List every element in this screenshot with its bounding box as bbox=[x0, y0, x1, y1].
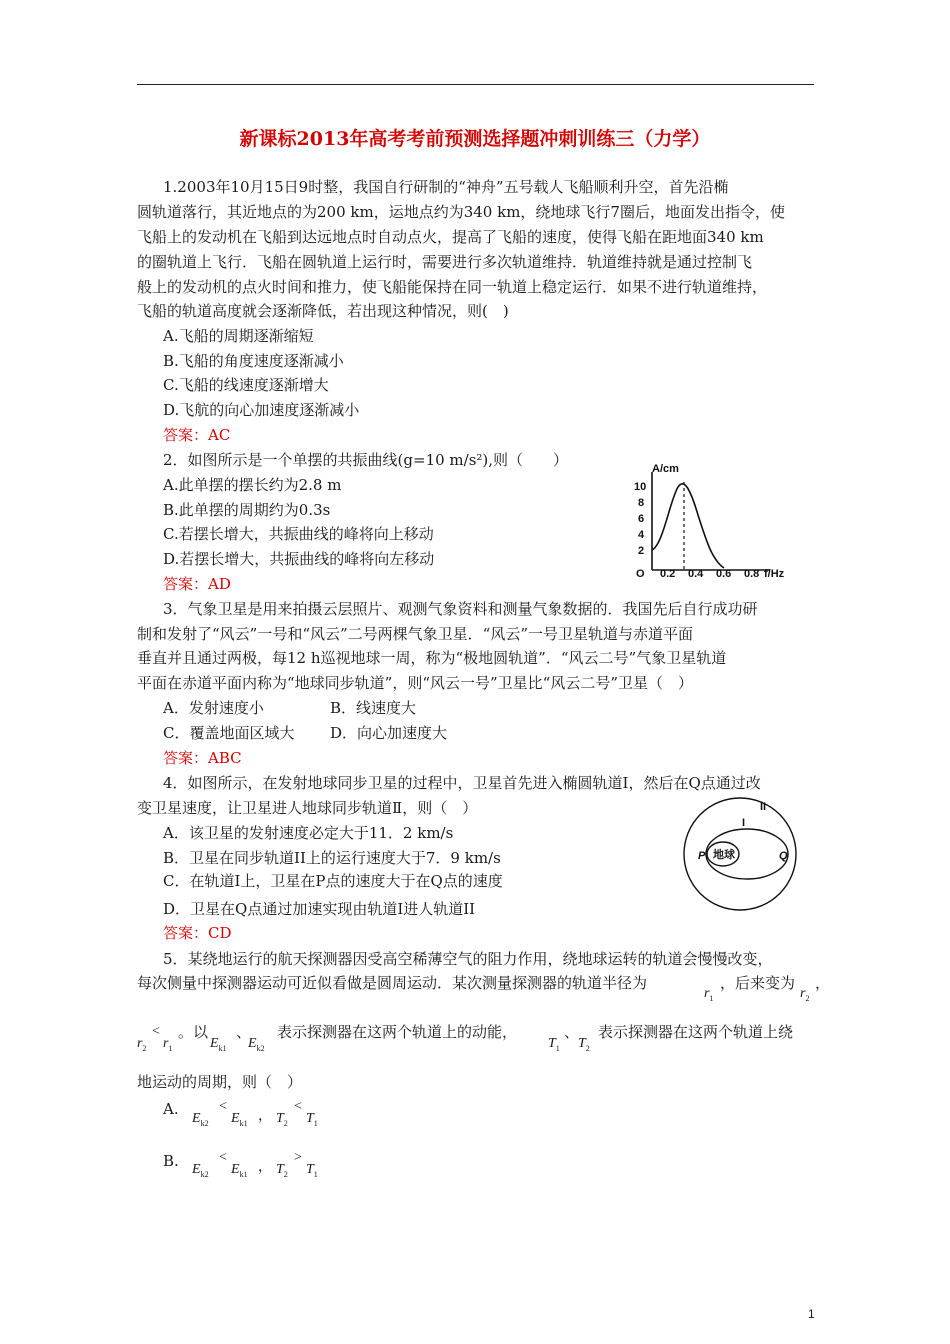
page-number: 1 bbox=[808, 1307, 815, 1321]
q1-answer: 答案：AC bbox=[163, 426, 231, 444]
q5-line-3d: 、 bbox=[564, 1023, 580, 1041]
q5-a-ek2: $E_{k2}$ bbox=[192, 1111, 209, 1128]
orbit-1-label: I bbox=[742, 817, 746, 829]
q4-answer: 答案：CD bbox=[163, 924, 232, 942]
q1-line-3: 飞船上的发动机在飞船到达远地点时自动点火，提高了飞船的速度，使得飞船在距地面340 km bbox=[137, 228, 764, 246]
point-p-label: P bbox=[698, 850, 706, 862]
q3-answer: 答案：ABC bbox=[163, 749, 242, 767]
q1-line-4: 的圈轨道上飞行．飞船在圆轨道上运行时，需要进行多次轨道维持．轨道维持就是通过控制飞 bbox=[137, 253, 753, 271]
q5-line-2a: 每次侧量中探测器运动可近似看做是圆周运动．某次测量探测器的轨道半径为 bbox=[137, 974, 648, 992]
q5-a-t1: $T_1$ bbox=[306, 1111, 318, 1128]
ytick-8: 8 bbox=[638, 497, 645, 509]
ytick-6: 6 bbox=[638, 513, 645, 525]
q5-a-comma: ， bbox=[258, 1109, 272, 1124]
q5-line-3a: 。以 bbox=[178, 1023, 209, 1041]
header-rule bbox=[137, 84, 814, 85]
q4-option-d: D．卫星在Q点通过加速实现由轨道Ⅰ进人轨道II bbox=[163, 900, 476, 918]
q3-option-b: B．线速度大 bbox=[330, 699, 417, 717]
q5-b-lt: < bbox=[219, 1150, 227, 1165]
resonance-curve-figure bbox=[628, 460, 808, 582]
q2-option-c: C.若摆长增大，共振曲线的峰将向上移动 bbox=[163, 525, 434, 543]
page-title: 新课标2013年高考考前预测选择题冲刺训练三（力学） bbox=[239, 128, 711, 150]
q2-answer: 答案：AD bbox=[163, 575, 231, 593]
q2-option-a: A.此单摆的摆长约为2.8 m bbox=[163, 476, 342, 494]
q5-b-comma: ， bbox=[258, 1160, 272, 1175]
orbit-figure bbox=[668, 792, 813, 917]
q5-line-2b: ，后来变为 bbox=[720, 974, 796, 992]
q4-line-2: 变卫星速度，让卫星进人地球同步轨道Ⅱ，则（ ） bbox=[137, 799, 478, 817]
q3-line-3: 垂直并且通过两极，每12 h巡视地球一周，称为“极地圆轨道”．“风云二号”气象卫星轨道 bbox=[137, 649, 727, 667]
figure-xlabel: f/Hz bbox=[764, 568, 785, 580]
q2-option-b: B.此单摆的周期约为0.3s bbox=[163, 501, 331, 519]
q3-line-1: 3．气象卫星是用来拍摄云层照片、观测气象资料和测量气象数据的．我国先后自行成功研 bbox=[163, 600, 758, 618]
q5-line-3e: 表示探测器在这两个轨道上绕 bbox=[598, 1023, 794, 1041]
q2-stem: 2．如图所示是一个单摆的共振曲线(g=10 m/s²),则（ ） bbox=[163, 451, 569, 469]
q5-b-ek1: $E_{k1}$ bbox=[231, 1162, 248, 1179]
q5-t2: $T_2$ bbox=[578, 1036, 590, 1053]
orbit-2-label: II bbox=[760, 801, 767, 813]
q1-option-a: A.飞船的周期逐渐缩短 bbox=[163, 327, 314, 345]
q3-line-2: 制和发射了“风云”一号和“风云”二号两棵气象卫星．“风云”一号卫星轨道与赤道平面 bbox=[137, 625, 694, 643]
q1-line-5: 般上的发动机的点火时间和推力，使飞船能保持在同一轨道上稳定运行．如果不进行轨道维持， bbox=[137, 278, 768, 296]
q4-line-1: 4．如图所示，在发射地球同步卫星的过程中，卫星首先进入椭圆轨道Ⅰ，然后在Q点通过改 bbox=[163, 774, 761, 792]
q1-line-6: 飞船的轨道高度就会逐渐降低，若出现这种情况，则( ) bbox=[137, 302, 509, 320]
q5-line-3b: 、 bbox=[236, 1023, 252, 1041]
q5-a-lt1: < bbox=[219, 1099, 227, 1114]
q2-option-d: D.若摆长增大，共振曲线的峰将向左移动 bbox=[163, 550, 435, 568]
q5-ek2: $E_{k2}$ bbox=[248, 1036, 265, 1053]
q5-line-2c: ， bbox=[815, 974, 831, 992]
q5-r2: $r_2$ bbox=[800, 986, 810, 1003]
figure-ylabel: A/cm bbox=[652, 463, 679, 475]
figure-origin: O bbox=[636, 568, 645, 580]
xtick-0.2: 0.2 bbox=[660, 568, 676, 580]
xtick-0.6: 0.6 bbox=[716, 568, 732, 580]
q5-r1: $r_1$ bbox=[704, 986, 714, 1003]
q3-option-a: A．发射速度小 bbox=[163, 699, 264, 717]
q5-ek1: $E_{k1}$ bbox=[210, 1036, 227, 1053]
q4-option-c: C．在轨道Ⅰ上，卫星在P点的速度大于在Q点的速度 bbox=[163, 872, 503, 890]
q3-option-d: D．向心加速度大 bbox=[330, 724, 448, 742]
ytick-2: 2 bbox=[638, 545, 645, 557]
q5-b-t2: $T_2$ bbox=[276, 1162, 288, 1179]
point-q-label: Q bbox=[779, 850, 788, 862]
q1-option-b: B.飞船的角度速度逐渐减小 bbox=[163, 352, 344, 370]
q5-option-a-label: A. bbox=[163, 1100, 179, 1118]
q1-line-2: 圆轨道落行，其近地点的为200 km，运地点约为340 km，绕地球飞行7圈后，地面发出指令，使 bbox=[137, 203, 785, 221]
q1-line-1: 1.2003年10月15日9时整，我国自行研制的“神舟”五号载人飞船顺利升空，首先沿椭 bbox=[163, 178, 729, 196]
q3-option-c: C．覆盖地面区域大 bbox=[163, 724, 295, 742]
q4-option-b: B．卫星在同步轨道II上的运行速度大于7．9 km/s bbox=[163, 849, 501, 867]
q5-option-b-label: B. bbox=[163, 1152, 179, 1170]
q5-t1: $T_1$ bbox=[548, 1036, 560, 1053]
q5-b-t1: $T_1$ bbox=[306, 1162, 318, 1179]
q5-r2-b: $r_2$ bbox=[137, 1036, 147, 1053]
q5-r1-b: $r_1$ bbox=[163, 1036, 173, 1053]
q3-line-4: 平面在赤道平面内称为“地球同步轨道”，则“风云一号”卫星比“风云二号”卫星（ ） bbox=[137, 674, 694, 692]
q5-a-t2: $T_2$ bbox=[276, 1111, 288, 1128]
ytick-10: 10 bbox=[634, 481, 647, 493]
q1-option-c: C.飞船的线速度逐渐增大 bbox=[163, 376, 329, 394]
q5-a-ek1: $E_{k1}$ bbox=[231, 1111, 248, 1128]
earth-label: 地球 bbox=[713, 849, 735, 861]
xtick-0.8: 0.8 bbox=[744, 568, 760, 580]
q5-b-gt: > bbox=[294, 1150, 302, 1165]
q5-line-1: 5．某绕地运行的航天探测器因受高空稀薄空气的阻力作用，绕地球运转的轨道会慢慢改变， bbox=[163, 950, 773, 968]
q5-less-than: < bbox=[152, 1024, 160, 1039]
q5-line-3c: 表示探测器在这两个轨道上的动能， bbox=[277, 1023, 518, 1041]
xtick-0.4: 0.4 bbox=[688, 568, 704, 580]
q4-option-a: A．该卫星的发射速度必定大于11．2 km/s bbox=[163, 824, 454, 842]
q5-a-lt2: < bbox=[294, 1099, 302, 1114]
q1-option-d: D.飞航的向心加速度逐渐减小 bbox=[163, 401, 360, 419]
q5-line-4: 地运动的周期，则（ ） bbox=[137, 1073, 303, 1091]
ytick-4: 4 bbox=[638, 529, 645, 541]
q5-b-ek2: $E_{k2}$ bbox=[192, 1162, 209, 1179]
